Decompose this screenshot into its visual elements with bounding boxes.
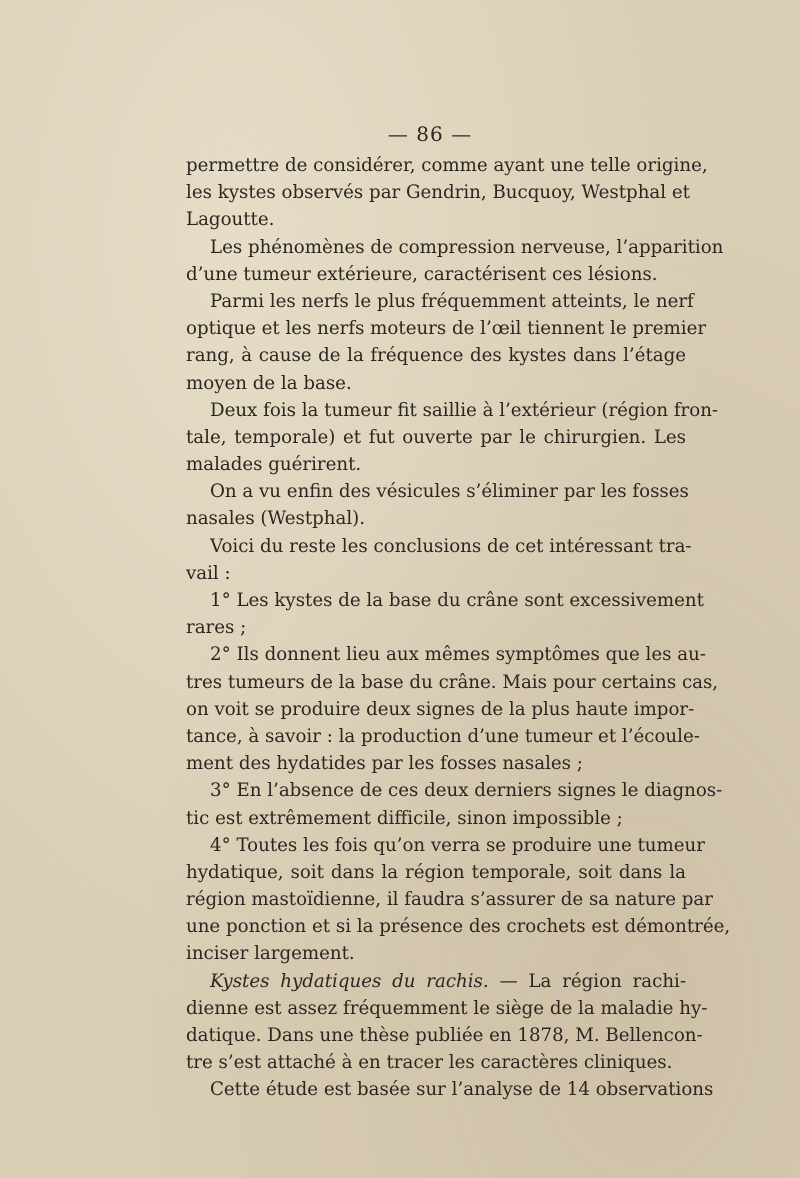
text-line: Voici du reste les conclusions de cet intéressant tra- <box>210 535 692 557</box>
text-line: nasales (Westphal). <box>186 508 366 530</box>
text-line: une ponction et si la présence des crochets est démontrée, <box>186 916 731 938</box>
body-text <box>186 152 731 1104</box>
text-line: Parmi les nerfs le plus fréquemment atteints, le nerf <box>210 290 694 312</box>
text-line: Lagoutte. <box>186 209 275 231</box>
text-line: datique. Dans une thèse publiée en 1878, M. Bellencon- <box>186 1025 703 1046</box>
text-line: on voit se produire deux signes de la plus haute impor- <box>186 698 695 720</box>
text-line: malades guérirent. <box>186 454 362 476</box>
text-line: Les phénomènes de compression nerveuse, l’apparition <box>210 236 724 258</box>
text-line: permettre de considérer, comme ayant une telle origine, <box>186 155 708 176</box>
text-line: les kystes observés par Gendrin, Bucquoy, Westphal et <box>186 182 690 204</box>
text-line: tres tumeurs de la base du crâne. Mais pour certains cas, <box>186 671 719 693</box>
page-number: — 86 — <box>387 122 473 146</box>
text-line: Deux fois la tumeur fit saillie à l’extérieur (région fron- <box>210 399 719 421</box>
text-line: inciser largement. <box>186 943 355 965</box>
text-line: 3° En l’absence de ces deux derniers signes le diagnos- <box>210 780 723 802</box>
text-line: optique et les nerfs moteurs de l’œil tiennent le premier <box>186 318 707 340</box>
text-line: tale, temporale) et fut ouverte par le chirurgien. Les <box>186 426 686 448</box>
text-line: d’une tumeur extérieure, caractérisent ces lésions. <box>186 263 658 285</box>
text-line: 4° Toutes les fois qu’on verra se produire une tumeur <box>210 834 705 856</box>
text-line: moyen de la base. <box>186 372 352 394</box>
text-line: On a vu enfin des vésicules s’éliminer par les fosses <box>210 481 689 503</box>
text-line: 2° Ils donnent lieu aux mêmes symptômes que les au- <box>210 644 706 666</box>
text-line: vail : <box>186 562 231 584</box>
text-line: dienne est assez fréquemment le siège de la maladie hy- <box>186 997 708 1019</box>
text-line: rares ; <box>186 617 247 639</box>
text-line <box>186 968 686 995</box>
text-line: 1° Les kystes de la base du crâne sont excessivement <box>210 590 704 611</box>
text-line: rang, à cause de la fréquence des kystes dans l’étage <box>186 345 686 367</box>
section-heading: Kystes hydatiques du rachis. <box>210 970 489 992</box>
text-line: région mastoïdienne, il faudra s’assurer de sa nature par <box>186 889 713 911</box>
text-line: tic est extrêmement difficile, sinon impossible ; <box>186 807 623 829</box>
text-line-content: — La région rachi- <box>488 970 686 992</box>
text-line: hydatique, soit dans la région temporale, soit dans la <box>186 861 686 883</box>
text-line: tance, à savoir : la production d’une tumeur et l’écoule- <box>186 725 700 747</box>
text-line: tre s’est attaché à en tracer les caractères cliniques. <box>186 1052 673 1074</box>
text-line: Cette étude est basée sur l’analyse de 14 observations <box>210 1079 714 1101</box>
text-line: ment des hydatides par les fosses nasales ; <box>186 753 583 775</box>
